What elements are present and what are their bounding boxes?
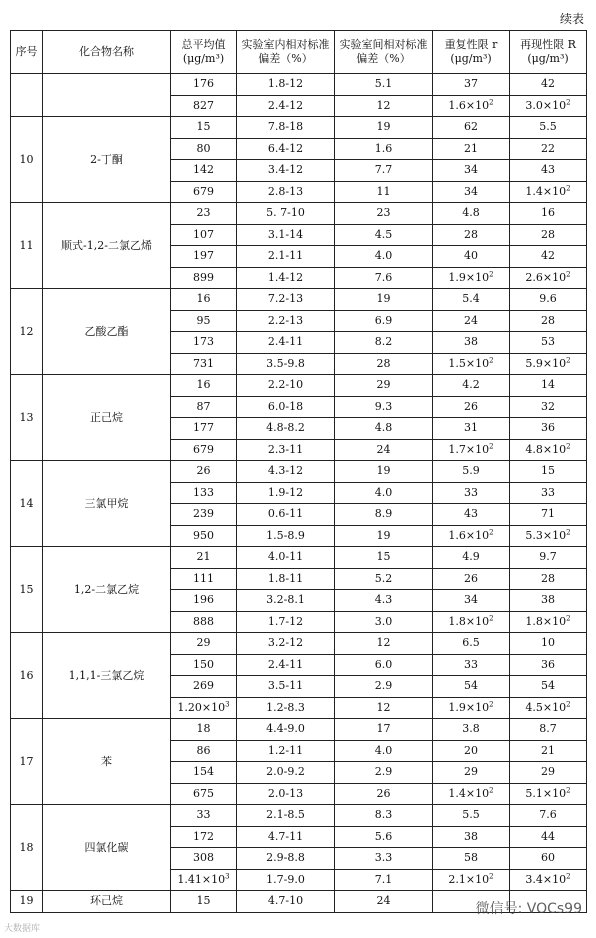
cell-r: 38 (433, 332, 510, 354)
cell-intra: 2.0-13 (237, 783, 335, 805)
cell-mean: $1.20\times 10^3$ (171, 697, 237, 719)
cell-r: 34 (433, 160, 510, 182)
cell-intra: 7.2-13 (237, 289, 335, 311)
cell-compound-name: 顺式-1,2-二氯乙烯 (43, 203, 171, 289)
cell-R: 44 (510, 826, 587, 848)
cell-inter: 6.9 (335, 310, 433, 332)
cell-compound-name: 2-丁酮 (43, 117, 171, 203)
cell-intra: 2.8-13 (237, 181, 335, 203)
watermark: 微信号: VOCs99 (475, 901, 582, 917)
cell-inter: 3.0 (335, 611, 433, 633)
cell-inter: 12 (335, 633, 433, 655)
continued-label: 续表 (559, 12, 584, 26)
cell-intra: 4.7-10 (237, 891, 335, 913)
cell-seq: 12 (11, 289, 43, 375)
cell-seq: 11 (11, 203, 43, 289)
cell-r: 33 (433, 482, 510, 504)
cell-inter: 19 (335, 461, 433, 483)
cell-mean: 16 (171, 375, 237, 397)
cell-inter: 19 (335, 117, 433, 139)
cell-inter: 2.9 (335, 676, 433, 698)
cell-R: 38 (510, 590, 587, 612)
cell-mean: 950 (171, 525, 237, 547)
cell-r: $1.6\times 10^2$ (433, 95, 510, 117)
cell-inter: 8.3 (335, 805, 433, 827)
cell-intra: 1.4-12 (237, 267, 335, 289)
cell-intra: 4.0-11 (237, 547, 335, 569)
cell-R: 28 (510, 310, 587, 332)
cell-mean: 675 (171, 783, 237, 805)
cell-intra: 4.4-9.0 (237, 719, 335, 741)
cell-mean: 26 (171, 461, 237, 483)
header-repeatability: 重复性限 r (μg/m³) (433, 31, 510, 74)
cell-seq: 10 (11, 117, 43, 203)
cell-inter: 15 (335, 547, 433, 569)
cell-intra: 3.1-14 (237, 224, 335, 246)
cell-R: 71 (510, 504, 587, 526)
table-row (11, 633, 587, 655)
cell-mean: 87 (171, 396, 237, 418)
cell-inter: 5.1 (335, 74, 433, 96)
cell-intra: 2.2-10 (237, 375, 335, 397)
table-row (11, 74, 587, 96)
cell-mean: 679 (171, 181, 237, 203)
table-row (11, 805, 587, 827)
cell-r: $1.4\times 10^2$ (433, 783, 510, 805)
cell-inter: 4.5 (335, 224, 433, 246)
cell-r: 54 (433, 676, 510, 698)
header-mean: 总平均值 (μg/m³) (171, 31, 237, 74)
cell-r: 26 (433, 396, 510, 418)
cell-R: $4.5\times 10^2$ (510, 697, 587, 719)
cell-mean: 269 (171, 676, 237, 698)
cell-r: 3.8 (433, 719, 510, 741)
cell-inter: 9.3 (335, 396, 433, 418)
cell-intra: 3.5-11 (237, 676, 335, 698)
cell-r: 40 (433, 246, 510, 268)
watermark-small: 大数据库 (4, 924, 41, 934)
cell-seq: 16 (11, 633, 43, 719)
cell-inter: 4.0 (335, 740, 433, 762)
cell-inter: 28 (335, 353, 433, 375)
cell-mean: 15 (171, 891, 237, 913)
cell-mean: 142 (171, 160, 237, 182)
cell-intra: 2.9-8.8 (237, 848, 335, 870)
cell-R: 22 (510, 138, 587, 160)
cell-R: 54 (510, 676, 587, 698)
cell-mean: 197 (171, 246, 237, 268)
cell-inter: 4.0 (335, 482, 433, 504)
cell-r: 4.8 (433, 203, 510, 225)
cell-intra: 2.2-13 (237, 310, 335, 332)
cell-r: $1.9\times 10^2$ (433, 697, 510, 719)
cell-mean: 177 (171, 418, 237, 440)
cell-compound-name: 正己烷 (43, 375, 171, 461)
cell-inter: 7.6 (335, 267, 433, 289)
cell-R: 29 (510, 762, 587, 784)
header-name: 化合物名称 (43, 31, 171, 74)
cell-mean: 23 (171, 203, 237, 225)
cell-intra: 2.4-11 (237, 654, 335, 676)
cell-intra: 4.8-8.2 (237, 418, 335, 440)
cell-inter: 2.9 (335, 762, 433, 784)
cell-r: $2.1\times 10^2$ (433, 869, 510, 891)
cell-r: 4.2 (433, 375, 510, 397)
cell-R: 10 (510, 633, 587, 655)
cell-R: 36 (510, 418, 587, 440)
cell-R: $1.8\times 10^2$ (510, 611, 587, 633)
cell-R: 5.5 (510, 117, 587, 139)
cell-inter: 23 (335, 203, 433, 225)
cell-intra: 1.7-12 (237, 611, 335, 633)
cell-inter: 29 (335, 375, 433, 397)
cell-r: $1.9\times 10^2$ (433, 267, 510, 289)
cell-r: $1.7\times 10^2$ (433, 439, 510, 461)
cell-mean: 95 (171, 310, 237, 332)
cell-mean: 15 (171, 117, 237, 139)
table-row (11, 547, 587, 569)
cell-intra: 2.3-11 (237, 439, 335, 461)
cell-intra: 3.4-12 (237, 160, 335, 182)
cell-R: 21 (510, 740, 587, 762)
cell-r: 33 (433, 654, 510, 676)
cell-r: $1.5\times 10^2$ (433, 353, 510, 375)
cell-R: 9.7 (510, 547, 587, 569)
cell-mean: 172 (171, 826, 237, 848)
cell-mean: 80 (171, 138, 237, 160)
table-row (11, 203, 587, 225)
cell-r: 4.9 (433, 547, 510, 569)
cell-r: 34 (433, 181, 510, 203)
cell-R: $1.4\times 10^2$ (510, 181, 587, 203)
cell-R: 8.7 (510, 719, 587, 741)
cell-mean: 107 (171, 224, 237, 246)
cell-R: 42 (510, 74, 587, 96)
header-row (11, 31, 587, 74)
cell-mean: 86 (171, 740, 237, 762)
cell-R: 32 (510, 396, 587, 418)
cell-mean: 18 (171, 719, 237, 741)
cell-R: 9.6 (510, 289, 587, 311)
precision-table (10, 30, 587, 913)
cell-R: $5.9\times 10^2$ (510, 353, 587, 375)
cell-intra: 1.7-9.0 (237, 869, 335, 891)
cell-seq: 14 (11, 461, 43, 547)
cell-R: 28 (510, 568, 587, 590)
cell-R: 33 (510, 482, 587, 504)
cell-mean: 731 (171, 353, 237, 375)
cell-compound-name: 1,1,1-三氯乙烷 (43, 633, 171, 719)
cell-seq: 17 (11, 719, 43, 805)
cell-r: 31 (433, 418, 510, 440)
table-row (11, 375, 587, 397)
cell-mean: 111 (171, 568, 237, 590)
cell-R: 53 (510, 332, 587, 354)
cell-R: 16 (510, 203, 587, 225)
cell-r: 26 (433, 568, 510, 590)
cell-r: 24 (433, 310, 510, 332)
cell-R: $2.6\times 10^2$ (510, 267, 587, 289)
cell-mean: 679 (171, 439, 237, 461)
cell-r: 5.4 (433, 289, 510, 311)
header-seq: 序号 (11, 31, 43, 74)
cell-mean: 239 (171, 504, 237, 526)
cell-intra: 3.2-12 (237, 633, 335, 655)
header-intra-rsd: 实验室内相对标准偏差（%） (237, 31, 335, 74)
cell-intra: 1.8-11 (237, 568, 335, 590)
cell-compound-name: 苯 (43, 719, 171, 805)
cell-R: 43 (510, 160, 587, 182)
cell-inter: 19 (335, 289, 433, 311)
cell-inter: 4.0 (335, 246, 433, 268)
cell-mean: 33 (171, 805, 237, 827)
cell-inter: 8.9 (335, 504, 433, 526)
cell-mean: 29 (171, 633, 237, 655)
cell-compound-name: 四氯化碳 (43, 805, 171, 891)
cell-inter: 12 (335, 697, 433, 719)
cell-R: $5.3\times 10^2$ (510, 525, 587, 547)
cell-seq: 15 (11, 547, 43, 633)
cell-inter: 4.8 (335, 418, 433, 440)
cell-seq: 13 (11, 375, 43, 461)
cell-mean: 308 (171, 848, 237, 870)
cell-mean: 827 (171, 95, 237, 117)
cell-r: 37 (433, 74, 510, 96)
cell-r: 58 (433, 848, 510, 870)
table-body (11, 74, 587, 913)
cell-seq (11, 74, 43, 117)
cell-intra: 1.2-11 (237, 740, 335, 762)
cell-mean: 16 (171, 289, 237, 311)
cell-intra: 1.8-12 (237, 74, 335, 96)
cell-inter: 24 (335, 439, 433, 461)
cell-intra: 2.1-8.5 (237, 805, 335, 827)
cell-inter: 4.3 (335, 590, 433, 612)
cell-r: 20 (433, 740, 510, 762)
cell-r: 34 (433, 590, 510, 612)
cell-R: $4.8\times 10^2$ (510, 439, 587, 461)
cell-inter: 5.6 (335, 826, 433, 848)
cell-intra: 3.2-8.1 (237, 590, 335, 612)
cell-inter: 1.6 (335, 138, 433, 160)
cell-R: $3.0\times 10^2$ (510, 95, 587, 117)
cell-R: 42 (510, 246, 587, 268)
cell-seq: 18 (11, 805, 43, 891)
cell-R: 14 (510, 375, 587, 397)
cell-intra: 4.7-11 (237, 826, 335, 848)
cell-intra: 6.0-18 (237, 396, 335, 418)
cell-inter: 7.7 (335, 160, 433, 182)
table-row (11, 461, 587, 483)
cell-mean: 133 (171, 482, 237, 504)
header-reproducibility: 再现性限 R (μg/m³) (510, 31, 587, 74)
cell-mean: 176 (171, 74, 237, 96)
cell-compound-name (43, 74, 171, 117)
cell-mean: 21 (171, 547, 237, 569)
cell-r: 28 (433, 224, 510, 246)
cell-r: 6.5 (433, 633, 510, 655)
table-row (11, 117, 587, 139)
cell-R: 28 (510, 224, 587, 246)
cell-R: $3.4\times 10^2$ (510, 869, 587, 891)
cell-intra: 3.5-9.8 (237, 353, 335, 375)
cell-intra: 7.8-18 (237, 117, 335, 139)
table-row (11, 719, 587, 741)
cell-mean: $1.41\times 10^3$ (171, 869, 237, 891)
cell-R: $5.1\times 10^2$ (510, 783, 587, 805)
cell-inter: 6.0 (335, 654, 433, 676)
cell-inter: 3.3 (335, 848, 433, 870)
cell-intra: 2.0-9.2 (237, 762, 335, 784)
cell-intra: 6.4-12 (237, 138, 335, 160)
cell-R: 60 (510, 848, 587, 870)
cell-r: 5.9 (433, 461, 510, 483)
cell-intra: 2.4-11 (237, 332, 335, 354)
cell-inter: 7.1 (335, 869, 433, 891)
cell-inter: 26 (335, 783, 433, 805)
cell-intra: 1.9-12 (237, 482, 335, 504)
cell-inter: 19 (335, 525, 433, 547)
cell-inter: 17 (335, 719, 433, 741)
cell-compound-name: 三氯甲烷 (43, 461, 171, 547)
cell-mean: 154 (171, 762, 237, 784)
cell-r: 62 (433, 117, 510, 139)
cell-inter: 12 (335, 95, 433, 117)
cell-inter: 24 (335, 891, 433, 913)
cell-intra: 2.4-12 (237, 95, 335, 117)
cell-intra: 0.6-11 (237, 504, 335, 526)
cell-compound-name: 乙酸乙酯 (43, 289, 171, 375)
cell-intra: 4.3-12 (237, 461, 335, 483)
cell-R: 15 (510, 461, 587, 483)
cell-R: 36 (510, 654, 587, 676)
cell-mean: 899 (171, 267, 237, 289)
cell-r: 43 (433, 504, 510, 526)
cell-intra: 2.1-11 (237, 246, 335, 268)
cell-r: $1.8\times 10^2$ (433, 611, 510, 633)
cell-inter: 5.2 (335, 568, 433, 590)
cell-intra: 1.5-8.9 (237, 525, 335, 547)
cell-seq: 19 (11, 891, 43, 913)
table-row (11, 289, 587, 311)
cell-mean: 150 (171, 654, 237, 676)
cell-R: 7.6 (510, 805, 587, 827)
cell-intra: 5. 7-10 (237, 203, 335, 225)
cell-mean: 173 (171, 332, 237, 354)
cell-r: 5.5 (433, 805, 510, 827)
cell-mean: 196 (171, 590, 237, 612)
cell-r: 38 (433, 826, 510, 848)
cell-r: 21 (433, 138, 510, 160)
cell-inter: 8.2 (335, 332, 433, 354)
cell-compound-name: 1,2-二氯乙烷 (43, 547, 171, 633)
header-inter-rsd: 实验室间相对标准偏差（%） (335, 31, 433, 74)
cell-inter: 11 (335, 181, 433, 203)
cell-compound-name: 环己烷 (43, 891, 171, 913)
cell-intra: 1.2-8.3 (237, 697, 335, 719)
cell-r: 29 (433, 762, 510, 784)
cell-mean: 888 (171, 611, 237, 633)
cell-r: $1.6\times 10^2$ (433, 525, 510, 547)
